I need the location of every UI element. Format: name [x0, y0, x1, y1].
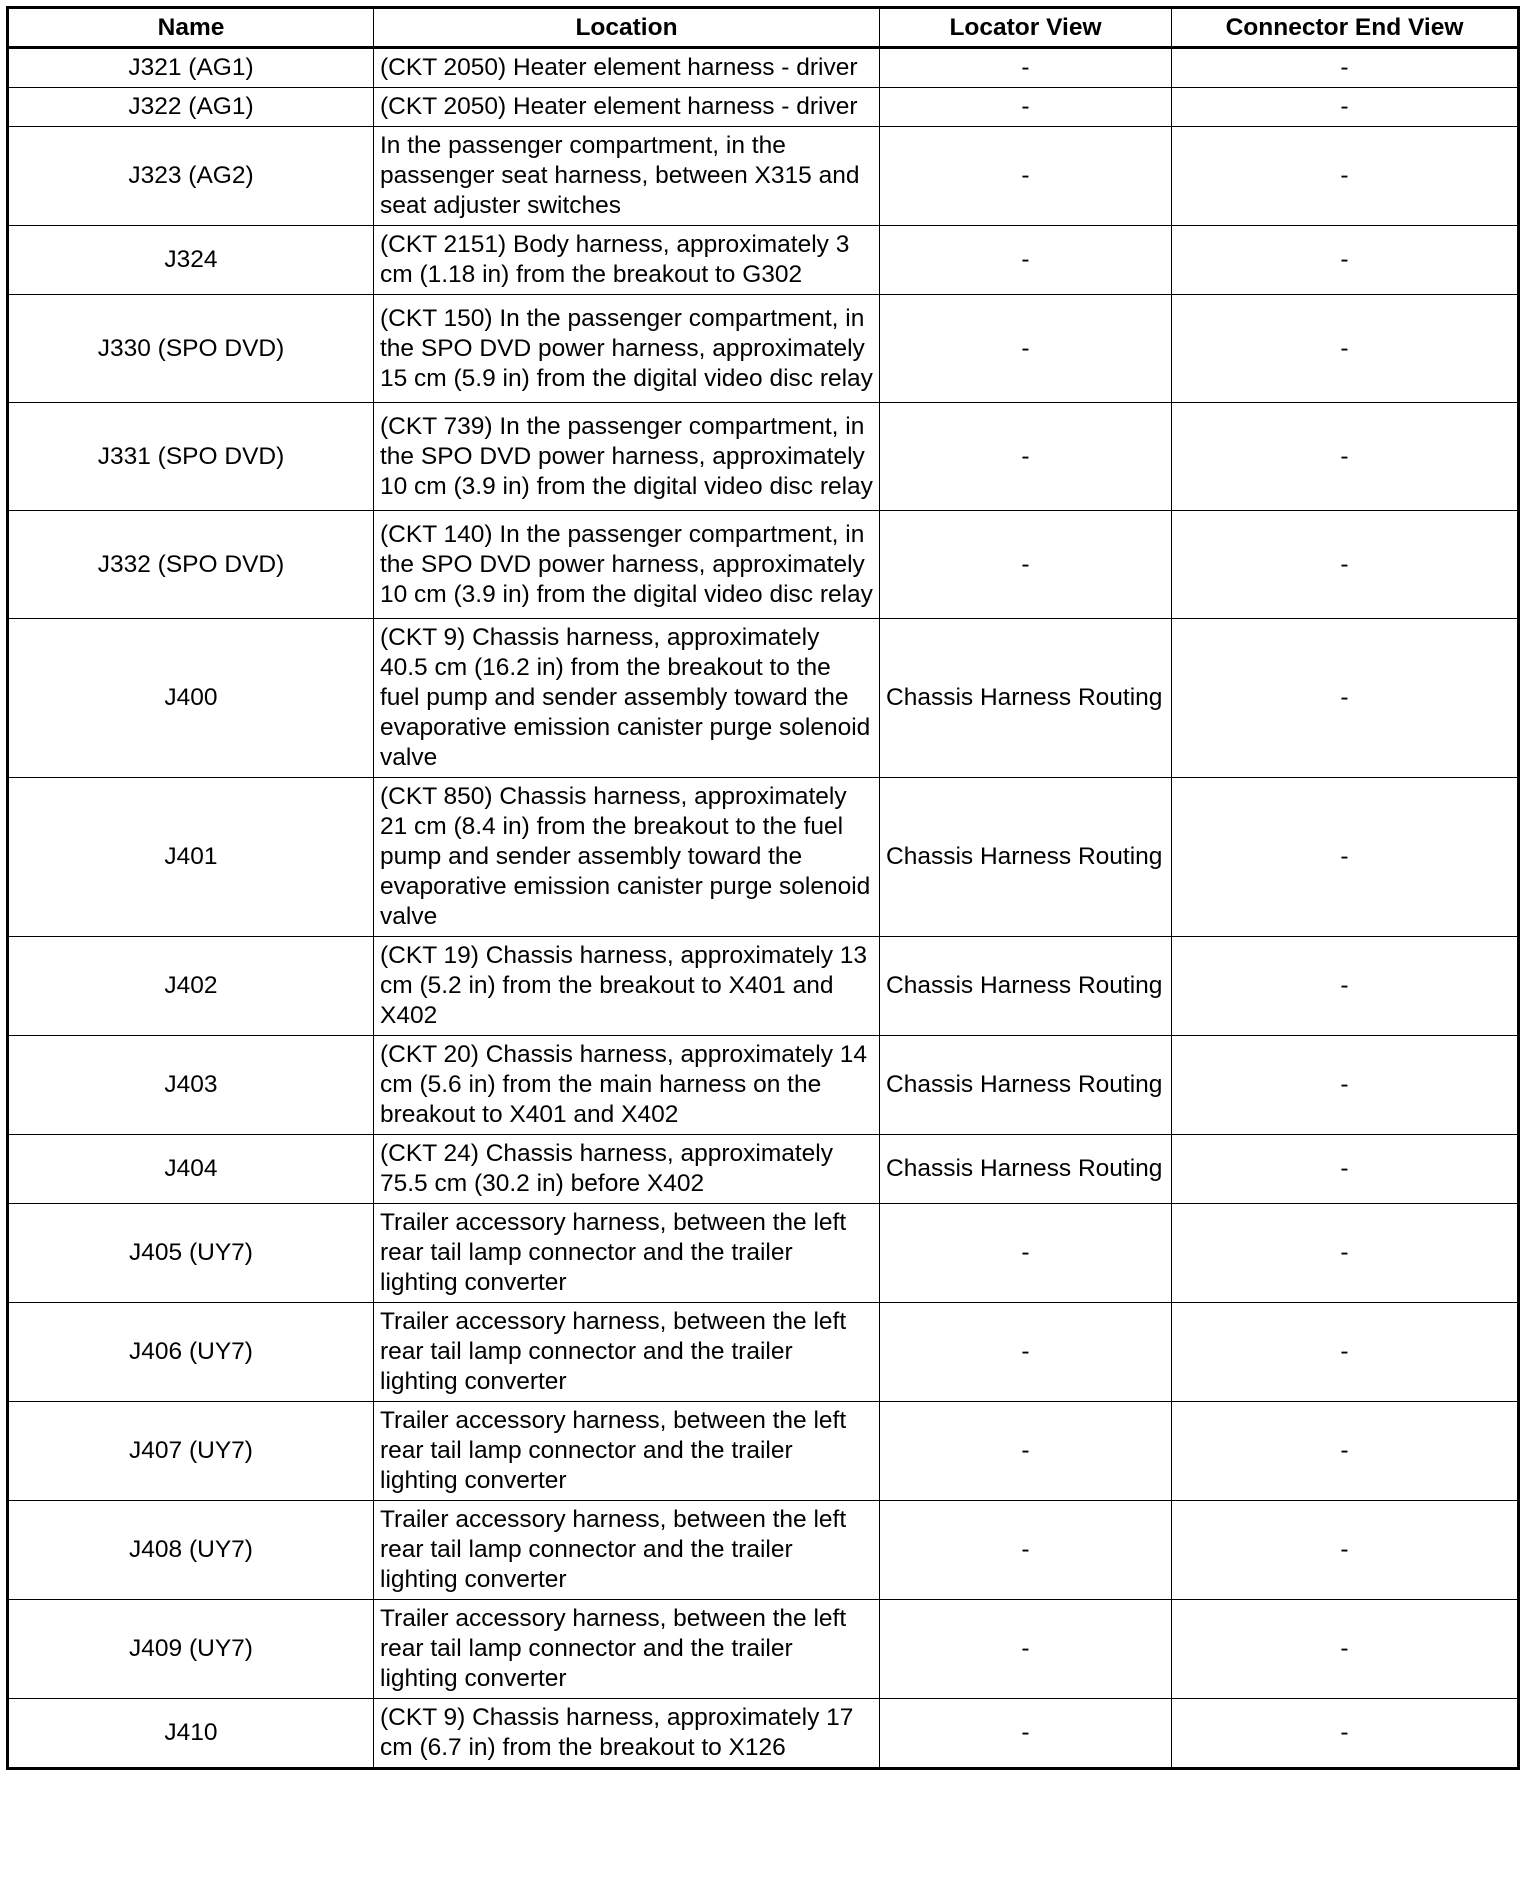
- cell-connector-end-view: -: [1172, 403, 1519, 511]
- table-row: [8, 295, 1519, 403]
- cell-name: J322 (AG1): [8, 88, 374, 127]
- cell-locator-view: -: [880, 226, 1172, 295]
- cell-connector-end-view: -: [1172, 511, 1519, 619]
- cell-name: J410: [8, 1699, 374, 1769]
- cell-name: J409 (UY7): [8, 1600, 374, 1699]
- cell-connector-end-view: -: [1172, 226, 1519, 295]
- cell-name: J321 (AG1): [8, 48, 374, 88]
- cell-locator-view: -: [880, 403, 1172, 511]
- cell-connector-end-view: -: [1172, 295, 1519, 403]
- cell-connector-end-view: -: [1172, 127, 1519, 226]
- cell-name: J332 (SPO DVD): [8, 511, 374, 619]
- cell-location: (CKT 19) Chassis harness, approximately 13 cm (5.2 in) from the breakout to X401 and X402: [374, 937, 880, 1036]
- cell-connector-end-view: -: [1172, 1036, 1519, 1135]
- cell-locator-view: Chassis Harness Routing: [880, 937, 1172, 1036]
- header-location: Location: [374, 8, 880, 48]
- table-row: [8, 619, 1519, 778]
- cell-name: J403: [8, 1036, 374, 1135]
- table-body: [8, 48, 1519, 1769]
- cell-name: J402: [8, 937, 374, 1036]
- cell-locator-view: Chassis Harness Routing: [880, 1135, 1172, 1204]
- cell-locator-view: Chassis Harness Routing: [880, 1036, 1172, 1135]
- cell-location: (CKT 9) Chassis harness, approximately 17 cm (6.7 in) from the breakout to X126: [374, 1699, 880, 1769]
- table-row: [8, 778, 1519, 937]
- cell-location: (CKT 20) Chassis harness, approximately 14 cm (5.6 in) from the main harness on the breakout to X401 and X402: [374, 1036, 880, 1135]
- cell-name: J323 (AG2): [8, 127, 374, 226]
- cell-location: (CKT 850) Chassis harness, approximately 21 cm (8.4 in) from the breakout to the fuel pump and sender assembly toward the evaporative emission canister purge solenoid valve: [374, 778, 880, 937]
- cell-name: J406 (UY7): [8, 1303, 374, 1402]
- table-row: [8, 1600, 1519, 1699]
- cell-location: Trailer accessory harness, between the left rear tail lamp connector and the trailer lighting converter: [374, 1600, 880, 1699]
- cell-location: (CKT 2050) Heater element harness - driver: [374, 48, 880, 88]
- cell-name: J404: [8, 1135, 374, 1204]
- cell-name: J331 (SPO DVD): [8, 403, 374, 511]
- cell-locator-view: -: [880, 1501, 1172, 1600]
- table-row: [8, 511, 1519, 619]
- cell-locator-view: -: [880, 1402, 1172, 1501]
- table-row: [8, 1402, 1519, 1501]
- cell-locator-view: -: [880, 1600, 1172, 1699]
- table-row: [8, 1501, 1519, 1600]
- cell-connector-end-view: -: [1172, 1303, 1519, 1402]
- cell-location: In the passenger compartment, in the passenger seat harness, between X315 and seat adjuster switches: [374, 127, 880, 226]
- cell-locator-view: -: [880, 1204, 1172, 1303]
- table-row: [8, 226, 1519, 295]
- cell-location: (CKT 739) In the passenger compartment, in the SPO DVD power harness, approximately 10 cm (3.9 in) from the digital video disc relay: [374, 403, 880, 511]
- cell-location: Trailer accessory harness, between the left rear tail lamp connector and the trailer lighting converter: [374, 1204, 880, 1303]
- header-name: Name: [8, 8, 374, 48]
- cell-location: (CKT 140) In the passenger compartment, in the SPO DVD power harness, approximately 10 cm (3.9 in) from the digital video disc relay: [374, 511, 880, 619]
- cell-connector-end-view: -: [1172, 619, 1519, 778]
- cell-location: Trailer accessory harness, between the left rear tail lamp connector and the trailer lighting converter: [374, 1303, 880, 1402]
- cell-connector-end-view: -: [1172, 1402, 1519, 1501]
- cell-connector-end-view: -: [1172, 1699, 1519, 1769]
- table-row: [8, 1036, 1519, 1135]
- header-connector-end-view: Connector End View: [1172, 8, 1519, 48]
- table-row: [8, 1135, 1519, 1204]
- table-row: [8, 1204, 1519, 1303]
- cell-connector-end-view: -: [1172, 88, 1519, 127]
- cell-connector-end-view: -: [1172, 1501, 1519, 1600]
- cell-connector-end-view: -: [1172, 778, 1519, 937]
- table-header-row: [8, 8, 1519, 48]
- connector-location-table: [6, 6, 1520, 1770]
- cell-name: J405 (UY7): [8, 1204, 374, 1303]
- cell-locator-view: -: [880, 1303, 1172, 1402]
- cell-connector-end-view: -: [1172, 937, 1519, 1036]
- cell-location: (CKT 24) Chassis harness, approximately 75.5 cm (30.2 in) before X402: [374, 1135, 880, 1204]
- table-row: [8, 88, 1519, 127]
- cell-connector-end-view: -: [1172, 1135, 1519, 1204]
- cell-location: (CKT 150) In the passenger compartment, in the SPO DVD power harness, approximately 15 cm (5.9 in) from the digital video disc relay: [374, 295, 880, 403]
- cell-location: Trailer accessory harness, between the left rear tail lamp connector and the trailer lighting converter: [374, 1501, 880, 1600]
- cell-name: J400: [8, 619, 374, 778]
- cell-location: (CKT 2151) Body harness, approximately 3 cm (1.18 in) from the breakout to G302: [374, 226, 880, 295]
- cell-locator-view: -: [880, 511, 1172, 619]
- cell-location: Trailer accessory harness, between the left rear tail lamp connector and the trailer lighting converter: [374, 1402, 880, 1501]
- table-row: [8, 403, 1519, 511]
- cell-name: J401: [8, 778, 374, 937]
- cell-locator-view: -: [880, 127, 1172, 226]
- cell-name: J408 (UY7): [8, 1501, 374, 1600]
- table-row: [8, 937, 1519, 1036]
- table-row: [8, 48, 1519, 88]
- table-row: [8, 1699, 1519, 1769]
- cell-location: (CKT 2050) Heater element harness - driver: [374, 88, 880, 127]
- cell-locator-view: -: [880, 1699, 1172, 1769]
- cell-location: (CKT 9) Chassis harness, approximately 40.5 cm (16.2 in) from the breakout to the fuel pump and sender assembly toward the evaporative emission canister purge solenoid valve: [374, 619, 880, 778]
- cell-locator-view: -: [880, 295, 1172, 403]
- cell-name: J330 (SPO DVD): [8, 295, 374, 403]
- cell-locator-view: -: [880, 48, 1172, 88]
- cell-connector-end-view: -: [1172, 1600, 1519, 1699]
- document-page: [6, 6, 1517, 1770]
- cell-locator-view: Chassis Harness Routing: [880, 619, 1172, 778]
- cell-locator-view: -: [880, 88, 1172, 127]
- table-row: [8, 127, 1519, 226]
- cell-connector-end-view: -: [1172, 1204, 1519, 1303]
- cell-locator-view: Chassis Harness Routing: [880, 778, 1172, 937]
- cell-name: J324: [8, 226, 374, 295]
- table-row: [8, 1303, 1519, 1402]
- cell-connector-end-view: -: [1172, 48, 1519, 88]
- cell-name: J407 (UY7): [8, 1402, 374, 1501]
- header-locator-view: Locator View: [880, 8, 1172, 48]
